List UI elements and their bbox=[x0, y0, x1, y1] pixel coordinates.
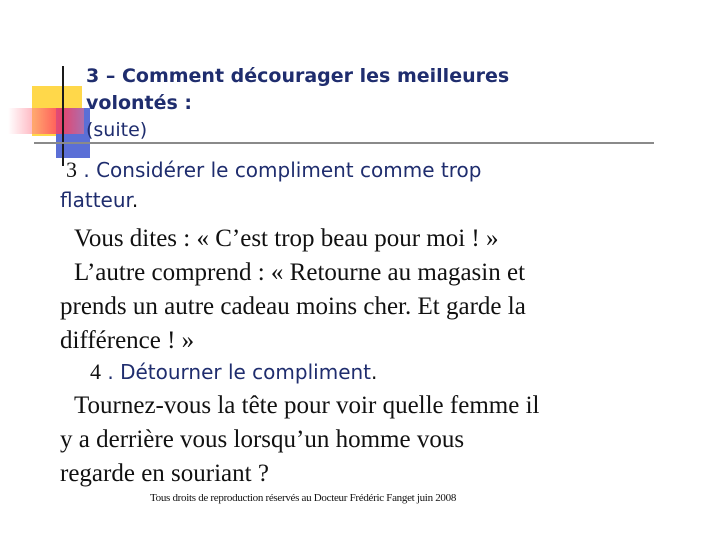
para3-line-2: y a derrière vous lorsqu’un homme vous bbox=[60, 426, 465, 453]
para2-line-3: différence ! » bbox=[60, 327, 195, 354]
paragraph-vous-dites: Vous dites : « C’est trop beau pour moi ! » bbox=[74, 225, 499, 252]
paragraph-tournez-vous bbox=[60, 389, 700, 491]
para3-line-3: regarde en souriant ? bbox=[60, 460, 269, 487]
para2-line-2: prends un autre cadeau moins cher. Et garde la bbox=[60, 293, 526, 320]
point-4-number: 4 bbox=[90, 359, 101, 384]
title-suite: (suite) bbox=[86, 119, 148, 141]
title-line-1: 3 – Comment décourager les meilleures bbox=[86, 65, 510, 87]
title-line-2: volontés : bbox=[86, 92, 193, 114]
point-4-text: . Détourner le compliment bbox=[107, 360, 372, 384]
point-4 bbox=[90, 357, 690, 387]
point-4-period: . bbox=[371, 360, 378, 384]
paragraph-autre-comprend bbox=[60, 256, 700, 358]
point-3-text-line-2: flatteur bbox=[60, 188, 132, 212]
point-3-text-line-1: . Considérer le compliment comme trop bbox=[83, 158, 482, 182]
red-bar-decoration bbox=[8, 108, 84, 134]
para2-line-1: L’autre comprend : « Retourne au magasin et bbox=[74, 259, 526, 286]
point-3 bbox=[60, 155, 686, 215]
vertical-rule bbox=[62, 66, 64, 166]
copyright-footer: Tous droits de reproduction réservés au Docteur Frédéric Fanget juin 2008 bbox=[150, 492, 457, 504]
slide-title bbox=[86, 63, 606, 144]
point-3-number: 3 bbox=[66, 157, 77, 182]
para3-line-1: Tournez-vous la tête pour voir quelle femme il bbox=[74, 392, 540, 419]
point-3-period: . bbox=[131, 188, 139, 212]
